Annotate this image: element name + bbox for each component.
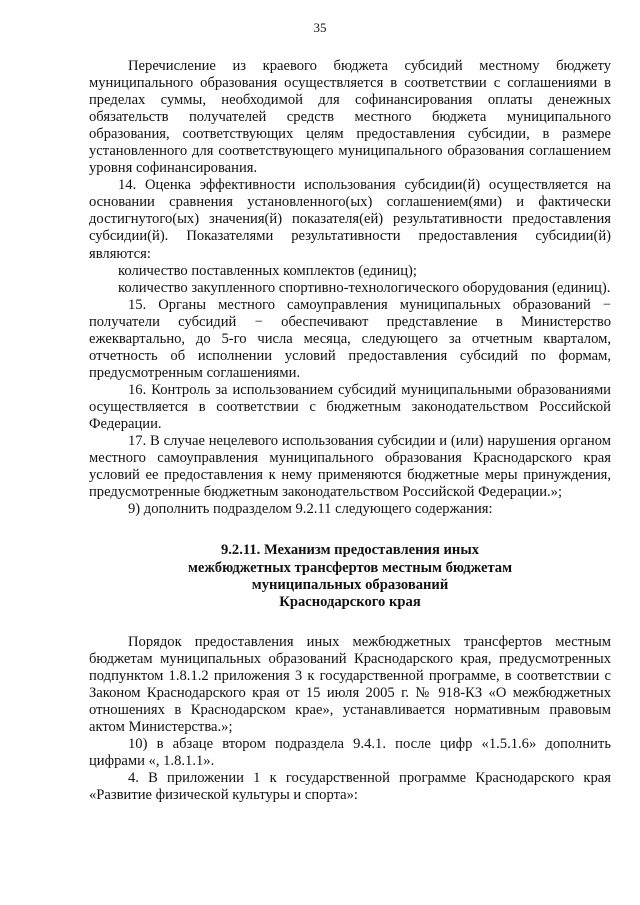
section-heading-line-2: межбюджетных трансфертов местным бюджетам	[187, 559, 513, 576]
paragraph-15-reporting: 15. Органы местного самоуправления муниципальных образований − получатели субсидий − обеспечивают представление в Министерство ежеквартально, до 5-го числа месяца, следующего за отчетным кварталом, отчетность об исполнении условий предоставления субсидий по формам, предусмотренным соглашениями.	[89, 296, 611, 381]
page-number: 35	[313, 20, 327, 35]
section-heading-line-3: муниципальных образований	[251, 577, 449, 594]
paragraph-indicator-kits: количество поставленных комплектов (единиц);	[118, 262, 417, 279]
paragraph-10-amendment: 10) в абзаце втором подраздела 9.4.1. после цифр «1.5.1.6» дополнить цифрами «, 1.8.1.1».	[89, 736, 611, 770]
paragraph-9-add-subsection: 9) дополнить подразделом 9.2.11 следующего содержания:	[128, 501, 493, 518]
paragraph-transfer-procedure: Порядок предоставления иных межбюджетных трансфертов местным бюджетам муниципальных образований Краснодарского края, предусмотренных подпунктом 1.8.1.2 приложения 3 к государственной программе, в соответствии с Законом Краснодарского края от 15 июля 2005 г. № 918-КЗ «О межбюджетных отношениях в Краснодарском крае», устанавливается нормативным правовым актом Министерства.»;	[89, 633, 611, 736]
document-body	[89, 58, 611, 804]
section-heading-line-1: 9.2.11. Механизм предоставления иных	[220, 542, 480, 559]
paragraph-4-appendix: 4. В приложении 1 к государственной программе Краснодарского края «Развитие физической культуры и спорта»:	[89, 770, 611, 804]
paragraph-transfer-of-subsidies: Перечисление из краевого бюджета субсидий местному бюджету муниципального образования осуществляется в соответствии с соглашениями в пределах суммы, необходимой для софинансирования оплаты денежных обязательств получателей средств местного бюджета муниципального образования, соответствующих целям предоставления субсидии, в размере установленного для соответствующего муниципального образования соглашением уровня софинансирования.	[89, 58, 611, 177]
paragraph-17-misuse: 17. В случае нецелевого использования субсидии и (или) нарушения органом местного самоуправления муниципального образования Краснодарского края условий ее предоставления к нему применяются бюджетные меры принуждения, предусмотренные бюджетным законодательством Российской Федерации.»;	[89, 433, 611, 501]
paragraph-indicator-equipment: количество закупленного спортивно-технологического оборудования (единиц).	[118, 279, 611, 296]
paragraph-16-control: 16. Контроль за использованием субсидий муниципальными образованиями осуществляется в соответствии с бюджетным законодательством Российской Федерации.	[89, 381, 611, 432]
paragraph-14-efficiency-evaluation: 14. Оценка эффективности использования субсидии(й) осуществляется на основании сравнения установленного(ых) соглашением(ями) и фактически достигнутого(ых) значения(й) показателя(ей) результативности предоставления субсидии(й). Показателями результативности предоставления субсидии(й) являются:	[89, 177, 611, 262]
section-heading-line-4: Краснодарского края	[279, 594, 421, 611]
